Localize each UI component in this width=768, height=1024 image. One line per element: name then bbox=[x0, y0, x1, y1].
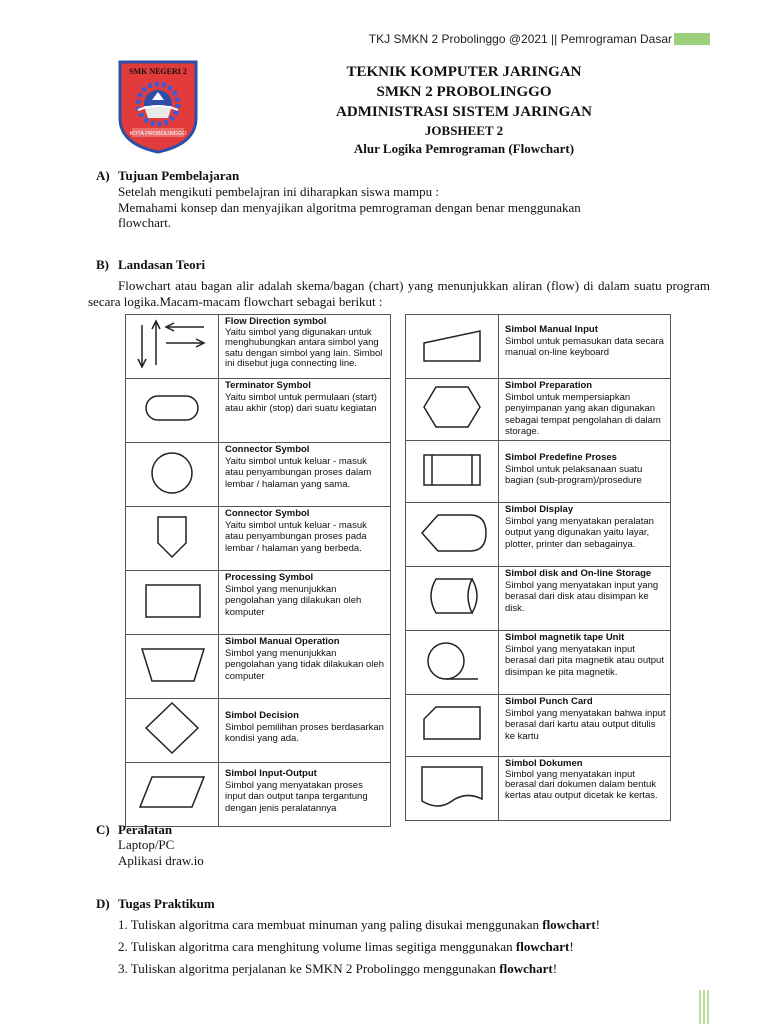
input-output-parallelogram-icon bbox=[126, 763, 218, 821]
equipment-item: Laptop/PC bbox=[118, 837, 175, 852]
section-b-heading bbox=[96, 257, 205, 273]
section-b-letter: B) bbox=[96, 257, 109, 272]
symbol-cell bbox=[126, 315, 219, 379]
connector-circle-icon bbox=[126, 443, 218, 501]
task-text: 2. Tuliskan algoritma cara menghitung volume limas segitiga menggunakan bbox=[118, 939, 516, 954]
decision-diamond-icon bbox=[126, 699, 218, 757]
manual-operation-icon bbox=[126, 635, 218, 693]
symbol-name: Simbol Punch Card bbox=[505, 696, 593, 707]
title-line2: SMKN 2 PROBOLINGGO bbox=[376, 84, 552, 100]
symbol-name: Terminator Symbol bbox=[225, 380, 311, 391]
symbol-name: Connector Symbol bbox=[225, 508, 310, 519]
display-icon bbox=[406, 503, 498, 561]
symbol-name: Simbol Preparation bbox=[505, 380, 593, 391]
disk-storage-icon bbox=[406, 567, 498, 625]
symbol-description: Simbol untuk pemasukan data secara manual on-line keyboard bbox=[505, 335, 664, 358]
symbol-description: Yaitu simbol untuk keluar - masuk atau penyambungan proses dalam lembar / halaman yang sama. bbox=[225, 455, 372, 490]
equipment-item: Aplikasi draw.io bbox=[118, 852, 204, 868]
symbol-description: Simbol yang menyatakan input yang berasal dari disk atau disimpan ke disk. bbox=[505, 579, 659, 614]
task-suffix: ! bbox=[569, 939, 574, 954]
task-suffix: ! bbox=[552, 961, 558, 976]
task-text: 3. Tuliskan algoritma perjalanan ke SMKN 2 Probolinggo menggunakan bbox=[118, 961, 500, 976]
section-d-letter: D) bbox=[96, 896, 110, 911]
symbol-description: Simbol yang menyatakan input berasal dari dokumen dalam bentuk kertas atau output dicetak ke kertas. bbox=[505, 768, 658, 801]
title-line3: ADMINISTRASI SISTEM JARINGAN bbox=[336, 104, 592, 120]
section-a-title: Tujuan Pembelajaran bbox=[118, 168, 240, 183]
symbol-name: Simbol Dokumen bbox=[505, 758, 583, 769]
symbol-description: Simbol yang menyatakan proses input dan output tanpa tergantung dengan jenis peralatannya bbox=[225, 779, 368, 814]
symbol-description: Simbol yang menyatakan input berasal dari pita magnetik atau output disimpan ke pita magnetik. bbox=[505, 643, 664, 678]
section-b-title: Landasan Teori bbox=[118, 257, 206, 272]
section-a-heading bbox=[96, 168, 239, 184]
symbol-description: Simbol yang menunjukkan pengolahan yang dilakukan oleh komputer bbox=[225, 583, 362, 618]
symbol-name: Simbol Manual Input bbox=[505, 324, 598, 335]
logo-bottom-text: KOTA PROBOLINGGO bbox=[129, 131, 187, 137]
symbol-name: Simbol magnetik tape Unit bbox=[505, 632, 625, 643]
symbol-description: Simbol yang menyatakan peralatan output yang digunakan yaitu layar, plotter, printer dan sebagainya. bbox=[505, 515, 654, 550]
section-c-letter: C) bbox=[96, 822, 110, 837]
section-a-body bbox=[118, 184, 581, 231]
preparation-hexagon-icon bbox=[406, 379, 498, 435]
symbol-name: Simbol disk and On-line Storage bbox=[505, 568, 652, 579]
task-bold-word: flowchart bbox=[499, 961, 553, 976]
symbol-description: Simbol untuk mempersiapkan penyimpanan yang akan digunakan sebagai tempat pengolahan di dalam storage. bbox=[505, 391, 661, 437]
symbol-name: Processing Symbol bbox=[225, 572, 314, 583]
section-c-heading bbox=[96, 822, 172, 838]
symbol-name: Simbol Predefine Proses bbox=[505, 452, 617, 463]
symbol-name: Connector Symbol bbox=[225, 444, 310, 455]
header-accent-bar bbox=[674, 33, 710, 45]
document-icon bbox=[406, 757, 498, 815]
title-line1: TEKNIK KOMPUTER JARINGAN bbox=[346, 64, 582, 80]
task-bold-word: flowchart bbox=[542, 917, 596, 932]
title-line5: Alur Logika Pemrograman (Flowchart) bbox=[353, 141, 575, 156]
flowchart-symbol-table-left bbox=[125, 314, 391, 827]
section-a-line: flowchart. bbox=[118, 215, 172, 230]
section-b-paragraph-text: Flowchart atau bagan alir adalah skema/bagan (chart) yang menunjukkan aliran (flow) di dalam suatu program secara logika.Macam-macam flowchart sebagai berikut : bbox=[88, 278, 710, 309]
section-a-line: Memahami konsep dan menyajikan algoritma pemrograman dengan benar menggunakan bbox=[118, 199, 581, 215]
section-d-heading bbox=[96, 896, 215, 912]
section-c-title: Peralatan bbox=[118, 822, 173, 837]
task-item bbox=[118, 936, 600, 958]
symbol-description: Yaitu simbol yang digunakan untuk menghubungkan antara simbol yang satu dengan simbol yang lain. Simbol ini disebut juga connecting line. bbox=[225, 326, 383, 369]
logo-top-text: SMK NEGERI 2 bbox=[129, 67, 187, 76]
symbol-name: Simbol Decision bbox=[225, 710, 299, 721]
terminator-icon bbox=[126, 379, 218, 437]
symbol-description: Yaitu simbol untuk keluar - masuk atau penyambungan proses pada lembar / halaman yang berbeda. bbox=[225, 519, 367, 554]
flowchart-symbol-table-right bbox=[405, 314, 671, 821]
task-item bbox=[118, 958, 600, 980]
section-d-title: Tugas Praktikum bbox=[118, 896, 215, 911]
punch-card-icon bbox=[406, 695, 498, 751]
offpage-connector-icon bbox=[126, 507, 218, 565]
school-logo bbox=[118, 58, 198, 154]
section-b-paragraph bbox=[88, 278, 710, 310]
symbol-description: Simbol pemilihan proses berdasarkan kondisi yang ada. bbox=[225, 721, 384, 744]
symbol-description: Yaitu simbol untuk permulaan (start) atau akhir (stop) dari suatu kegiatan bbox=[225, 391, 377, 414]
magnetic-tape-icon bbox=[406, 631, 498, 689]
section-c-list bbox=[118, 837, 204, 868]
task-suffix: ! bbox=[595, 917, 601, 932]
process-rectangle-icon bbox=[126, 571, 218, 629]
title-line4: JOBSHEET 2 bbox=[424, 123, 504, 138]
flow-direction-icon bbox=[126, 315, 218, 373]
symbol-description: Simbol yang menunjukkan pengolahan yang tidak dilakukan oleh computer bbox=[225, 647, 384, 682]
symbol-name: Flow Direction symbol bbox=[225, 316, 327, 327]
symbol-name: Simbol Manual Operation bbox=[225, 636, 340, 647]
task-bold-word: flowchart bbox=[515, 939, 570, 954]
symbol-description: Simbol yang menyatakan bahwa input berasal dari kartu atau output ditulis ke kartu bbox=[505, 707, 666, 742]
document-title-block bbox=[230, 62, 698, 158]
task-text: 1. Tuliskan algoritma cara membuat minuman yang paling disukai menggunakan bbox=[118, 917, 543, 932]
symbol-name: Simbol Input-Output bbox=[225, 768, 317, 779]
symbol-name: Simbol Display bbox=[505, 504, 574, 515]
section-a-line: Setelah mengikuti pembelajran ini diharapkan siswa mampu : bbox=[118, 184, 439, 199]
decorative-green-lines bbox=[698, 990, 710, 1024]
symbol-description: Simbol untuk pelaksanaan suatu bagian (sub-program)/prosedure bbox=[505, 463, 643, 486]
predefined-process-icon bbox=[406, 441, 498, 497]
task-list bbox=[118, 914, 600, 980]
task-item bbox=[118, 914, 600, 936]
header-text: TKJ SMKN 2 Probolinggo @2021 || Pemrograman Dasar bbox=[368, 32, 672, 46]
manual-input-icon bbox=[406, 315, 498, 373]
section-a-letter: A) bbox=[96, 168, 110, 183]
